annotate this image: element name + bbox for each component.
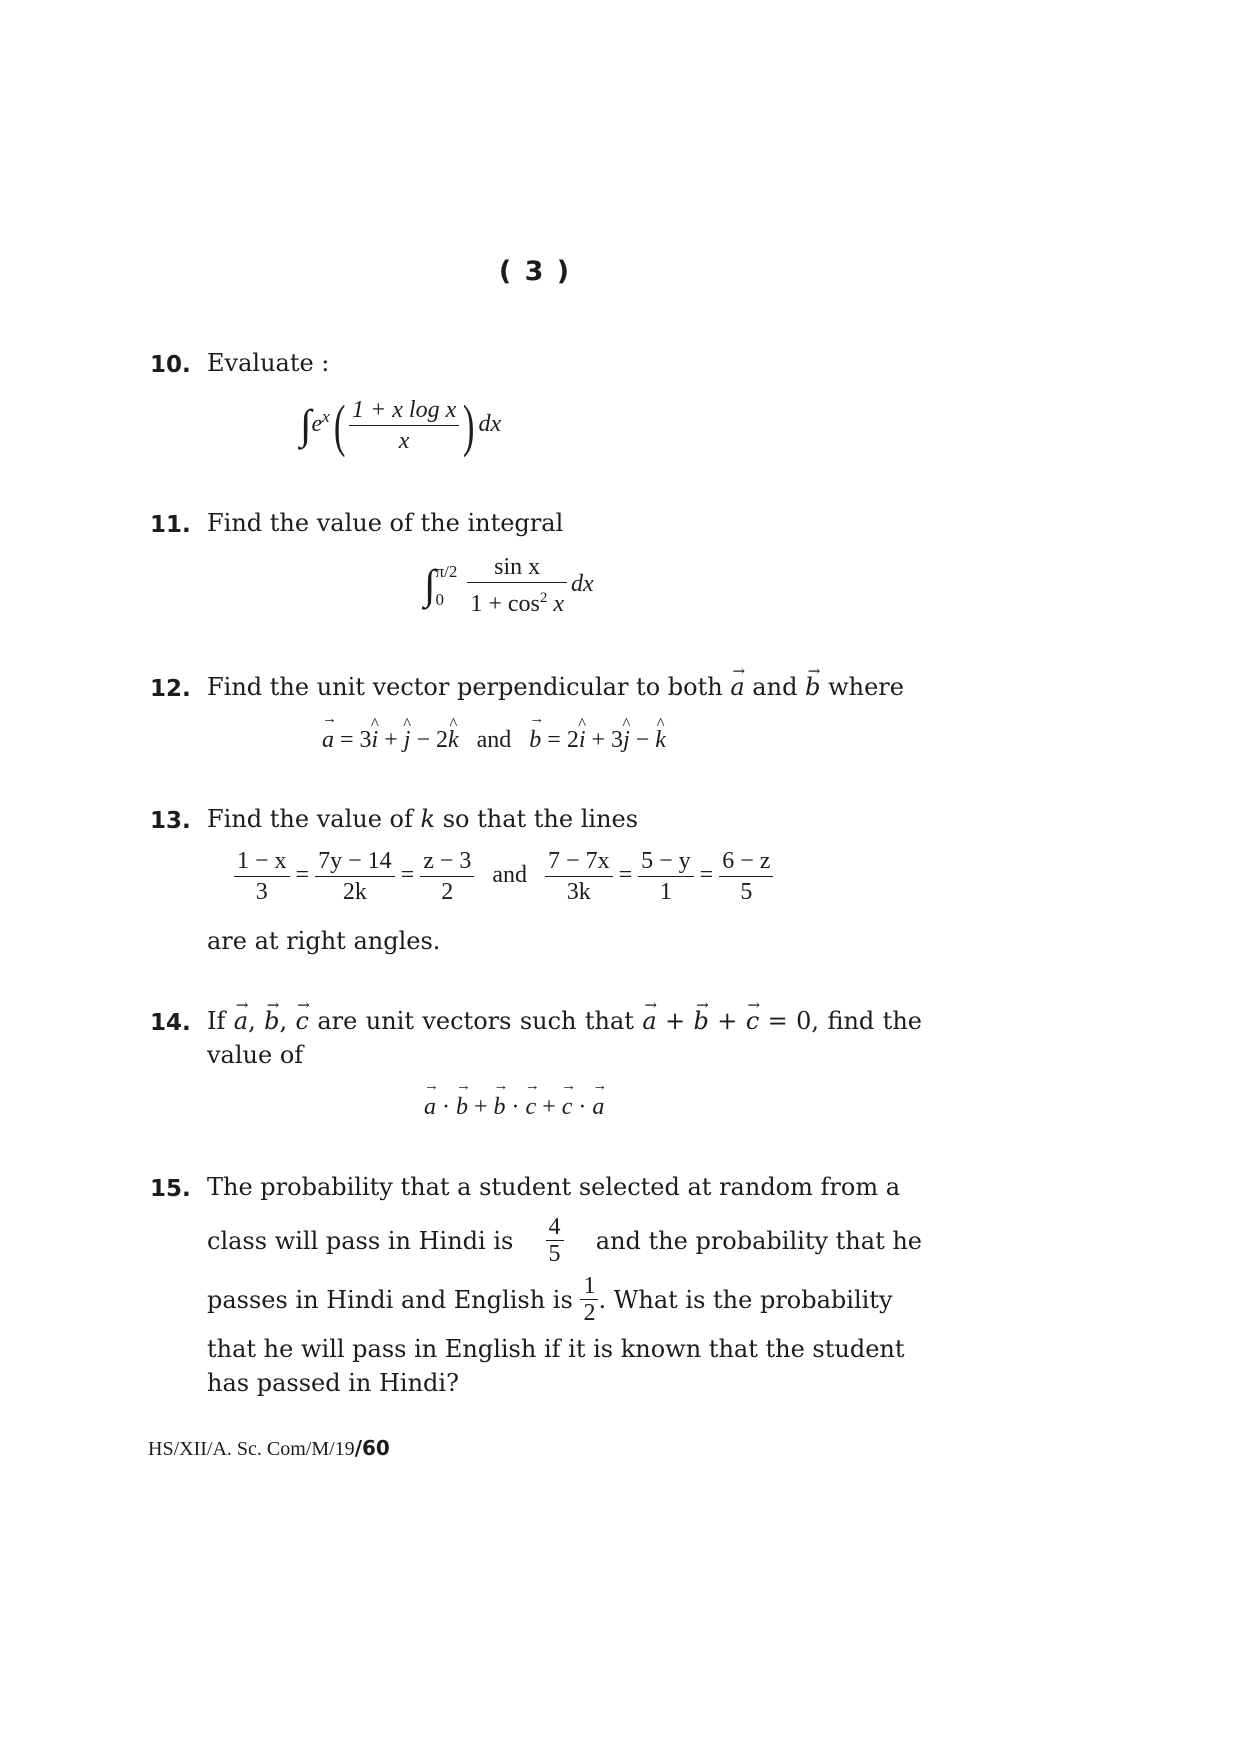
fraction-numerator: 1 + x log x [349, 395, 459, 426]
dot-product-expression: → a · → b + → b · → c + → c · → a [424, 1094, 604, 1121]
question-number: 14. [150, 1010, 191, 1036]
question-text: Evaluate : [207, 349, 330, 377]
question-text: Find the value of the integral [207, 509, 564, 537]
fraction-numerator: sin x [467, 552, 567, 583]
question-number: 13. [150, 808, 191, 834]
vector-definitions: → a = 3^ i + ^ j − 2^ k and → b = 2^ i + 3^ j − ^ k [322, 727, 666, 754]
question-text-continued: are at right angles. [207, 927, 441, 955]
differential: dx [571, 571, 594, 598]
question-text: The probability that a student selected at random from a class will pass in Hindi is $\frac{4}{5}$ and the probability that he passes in Hindi and English is $\frac{1}{2}$ . What is the probability that he will pass in English if it is known that the student has passed in Hindi? [207, 1173, 922, 1397]
footer-code: HS/XII/A. Sc. Com/M/19/60 [148, 1436, 390, 1460]
integral-expression: $\int e^x$( $\frac{\text{1 + x log x}}{x}$ ) dx [300, 393, 502, 458]
question-number: 12. [150, 676, 191, 702]
question-number: 10. [150, 352, 191, 378]
differential: dx [478, 411, 502, 438]
fraction-denominator: x [398, 428, 410, 454]
question-text: Find the value of k so that the lines [207, 805, 639, 833]
page-number: ( 3 ) [498, 256, 572, 287]
question-number: 15. [150, 1176, 191, 1202]
line-equations: $\frac{1 - x}{3}$ = $\frac{7y - 14}{2k}$ = $\frac{z - 3}{2}$ and $\frac{7 - 7x}{3k}$ = $\frac{5 - y}{1}$ = $\frac{6 - z}{5}$ [234, 846, 773, 907]
lower-limit: 0 [435, 589, 445, 609]
question-text: Find the unit vector perpendicular to both → a and → b where [207, 670, 904, 704]
question-text: If → a, → b, → c are unit vectors such that → a + → b + → c = 0, find the value of [207, 1004, 922, 1072]
definite-integral: ∫ π/2 0 $\frac{\text{sin x}}{1 + \cos^2 x}$ dx [424, 554, 594, 617]
question-number: 11. [150, 512, 191, 538]
upper-limit: π/2 [435, 561, 458, 581]
